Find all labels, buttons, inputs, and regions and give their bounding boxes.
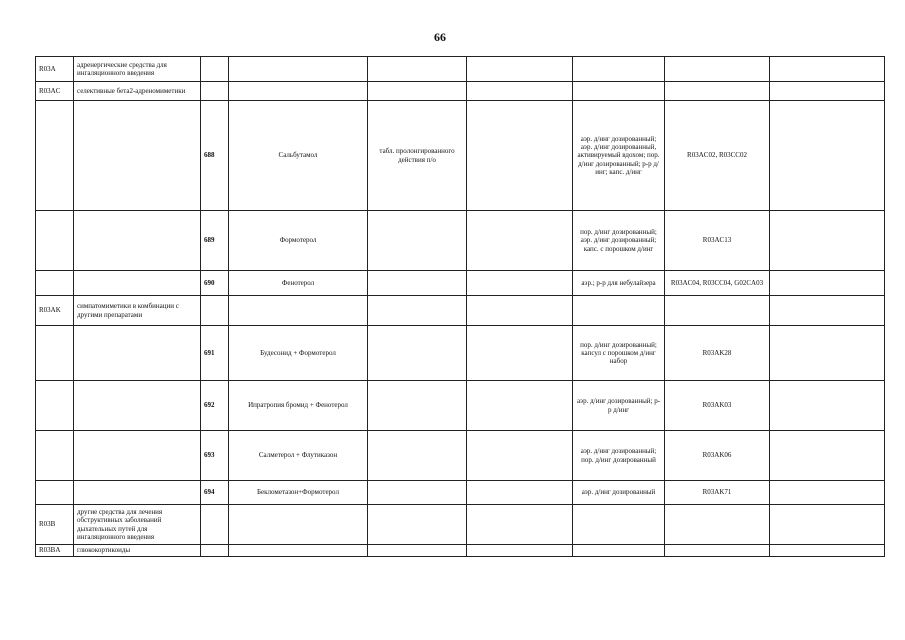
atc-codes-cell [665, 505, 770, 545]
atc-codes-cell: R03AC04, R03CC04, G02CA03 [665, 271, 770, 296]
dosage-form-cell: пор. д/инг дозированный; капсул с порошком д/инг набор [573, 326, 665, 381]
atc-codes-cell [665, 296, 770, 326]
empty-cell [770, 101, 885, 211]
dosage-form-cell: аэр. д/инг дозированный [573, 481, 665, 505]
drug-name-cell [229, 57, 368, 82]
dosage-form-cell [573, 296, 665, 326]
empty-cell [770, 545, 885, 557]
atc-code-cell: R03AC [36, 82, 74, 101]
item-number-cell: 691 [201, 326, 229, 381]
empty-cell [770, 271, 885, 296]
atc-code-cell: R03AK [36, 296, 74, 326]
atc-codes-cell: R03AC02, R03CC02 [665, 101, 770, 211]
item-number-cell: 694 [201, 481, 229, 505]
dosage-form-cell [368, 211, 467, 271]
empty-cell [467, 481, 573, 505]
item-number-cell [201, 505, 229, 545]
atc-code-cell [36, 381, 74, 431]
item-number-cell [201, 57, 229, 82]
item-number-cell: 693 [201, 431, 229, 481]
atc-code-cell [36, 481, 74, 505]
empty-cell [467, 326, 573, 381]
atc-codes-cell [665, 545, 770, 557]
table-row [36, 431, 885, 481]
dosage-form-cell [368, 381, 467, 431]
atc-codes-cell: R03AK06 [665, 431, 770, 481]
atc-codes-cell: R03AC13 [665, 211, 770, 271]
table-row [36, 296, 885, 326]
empty-cell [467, 431, 573, 481]
dosage-form-cell [573, 57, 665, 82]
dosage-form-cell [368, 326, 467, 381]
group-name-cell [74, 271, 201, 296]
empty-cell [770, 57, 885, 82]
atc-codes-cell [665, 82, 770, 101]
item-number-cell: 689 [201, 211, 229, 271]
dosage-form-cell [368, 505, 467, 545]
dosage-form-cell: пор. д/инг дозированный; аэр. д/инг дозированный; капс. с порошком д/инг [573, 211, 665, 271]
table-row [36, 82, 885, 101]
table-row [36, 57, 885, 82]
empty-cell [467, 211, 573, 271]
dosage-form-cell [368, 481, 467, 505]
item-number-cell [201, 82, 229, 101]
atc-code-cell [36, 271, 74, 296]
empty-cell [770, 326, 885, 381]
item-number-cell [201, 545, 229, 557]
group-name-cell [74, 381, 201, 431]
drug-name-cell [229, 505, 368, 545]
group-name-cell [74, 431, 201, 481]
empty-cell [770, 381, 885, 431]
item-number-cell: 692 [201, 381, 229, 431]
group-name-cell [74, 211, 201, 271]
dosage-form-cell [368, 431, 467, 481]
group-name-cell [74, 101, 201, 211]
empty-cell [467, 271, 573, 296]
drug-name-cell [229, 82, 368, 101]
drug-name-cell [229, 296, 368, 326]
drug-table [35, 56, 885, 557]
group-name-cell [74, 481, 201, 505]
empty-cell [467, 82, 573, 101]
atc-code-cell: R03B [36, 505, 74, 545]
atc-codes-cell: R03AK28 [665, 326, 770, 381]
atc-code-cell [36, 211, 74, 271]
table-row [36, 381, 885, 431]
empty-cell [770, 211, 885, 271]
table-row [36, 211, 885, 271]
dosage-form-cell [368, 271, 467, 296]
drug-name-cell: Сальбутамол [229, 101, 368, 211]
table-row [36, 326, 885, 381]
dosage-form-cell [573, 82, 665, 101]
table-row [36, 505, 885, 545]
table-row [36, 271, 885, 296]
atc-code-cell: R03A [36, 57, 74, 82]
dosage-form-cell: аэр.; р-р для небулайзера [573, 271, 665, 296]
dosage-form-cell [368, 296, 467, 326]
atc-codes-cell: R03AK71 [665, 481, 770, 505]
dosage-form-cell [573, 505, 665, 545]
drug-name-cell: Будесонид + Формотерол [229, 326, 368, 381]
table-row [36, 545, 885, 557]
dosage-form-cell: табл. пролонгированного действия п/о [368, 101, 467, 211]
table-row [36, 101, 885, 211]
empty-cell [770, 505, 885, 545]
empty-cell [770, 296, 885, 326]
empty-cell [467, 57, 573, 82]
drug-name-cell: Салметерол + Флутиказон [229, 431, 368, 481]
group-name-cell [74, 326, 201, 381]
item-number-cell [201, 296, 229, 326]
group-name-cell: глюкокортикоиды [74, 545, 201, 557]
empty-cell [467, 101, 573, 211]
atc-codes-cell [665, 57, 770, 82]
empty-cell [467, 505, 573, 545]
drug-name-cell: Беклометазон+Формотерол [229, 481, 368, 505]
dosage-form-cell: аэр. д/инг дозированный; аэр. д/инг дозированный, активируемый вдохом; пор. д/инг дозированный; р-р д/инг; капс. д/инг [573, 101, 665, 211]
table-row [36, 481, 885, 505]
dosage-form-cell [368, 57, 467, 82]
dosage-form-cell [368, 82, 467, 101]
page-number: 66 [434, 30, 446, 44]
group-name-cell: другие средства для лечения обструктивных заболеваний дыхательных путей для ингаляционного введения [74, 505, 201, 545]
group-name-cell: селективные бета2-адреномиметики [74, 82, 201, 101]
item-number-cell: 688 [201, 101, 229, 211]
empty-cell [770, 431, 885, 481]
atc-codes-cell: R03AK03 [665, 381, 770, 431]
dosage-form-cell: аэр. д/инг дозированный; р-р д/инг [573, 381, 665, 431]
drug-name-cell: Ипратропия бромид + Фенотерол [229, 381, 368, 431]
group-name-cell: симпатомиметики в комбинации с другими препаратами [74, 296, 201, 326]
drug-name-cell [229, 545, 368, 557]
drug-name-cell: Формотерол [229, 211, 368, 271]
group-name-cell: адренергические средства для ингаляционного введения [74, 57, 201, 82]
empty-cell [770, 481, 885, 505]
empty-cell [467, 545, 573, 557]
dosage-form-cell: аэр. д/инг дозированный; пор. д/инг дозированный [573, 431, 665, 481]
dosage-form-cell [573, 545, 665, 557]
atc-code-cell [36, 101, 74, 211]
empty-cell [467, 296, 573, 326]
table-body [36, 57, 885, 557]
atc-code-cell: R03BA [36, 545, 74, 557]
drug-name-cell: Фенотерол [229, 271, 368, 296]
item-number-cell: 690 [201, 271, 229, 296]
empty-cell [467, 381, 573, 431]
empty-cell [770, 82, 885, 101]
atc-code-cell [36, 326, 74, 381]
dosage-form-cell [368, 545, 467, 557]
atc-code-cell [36, 431, 74, 481]
